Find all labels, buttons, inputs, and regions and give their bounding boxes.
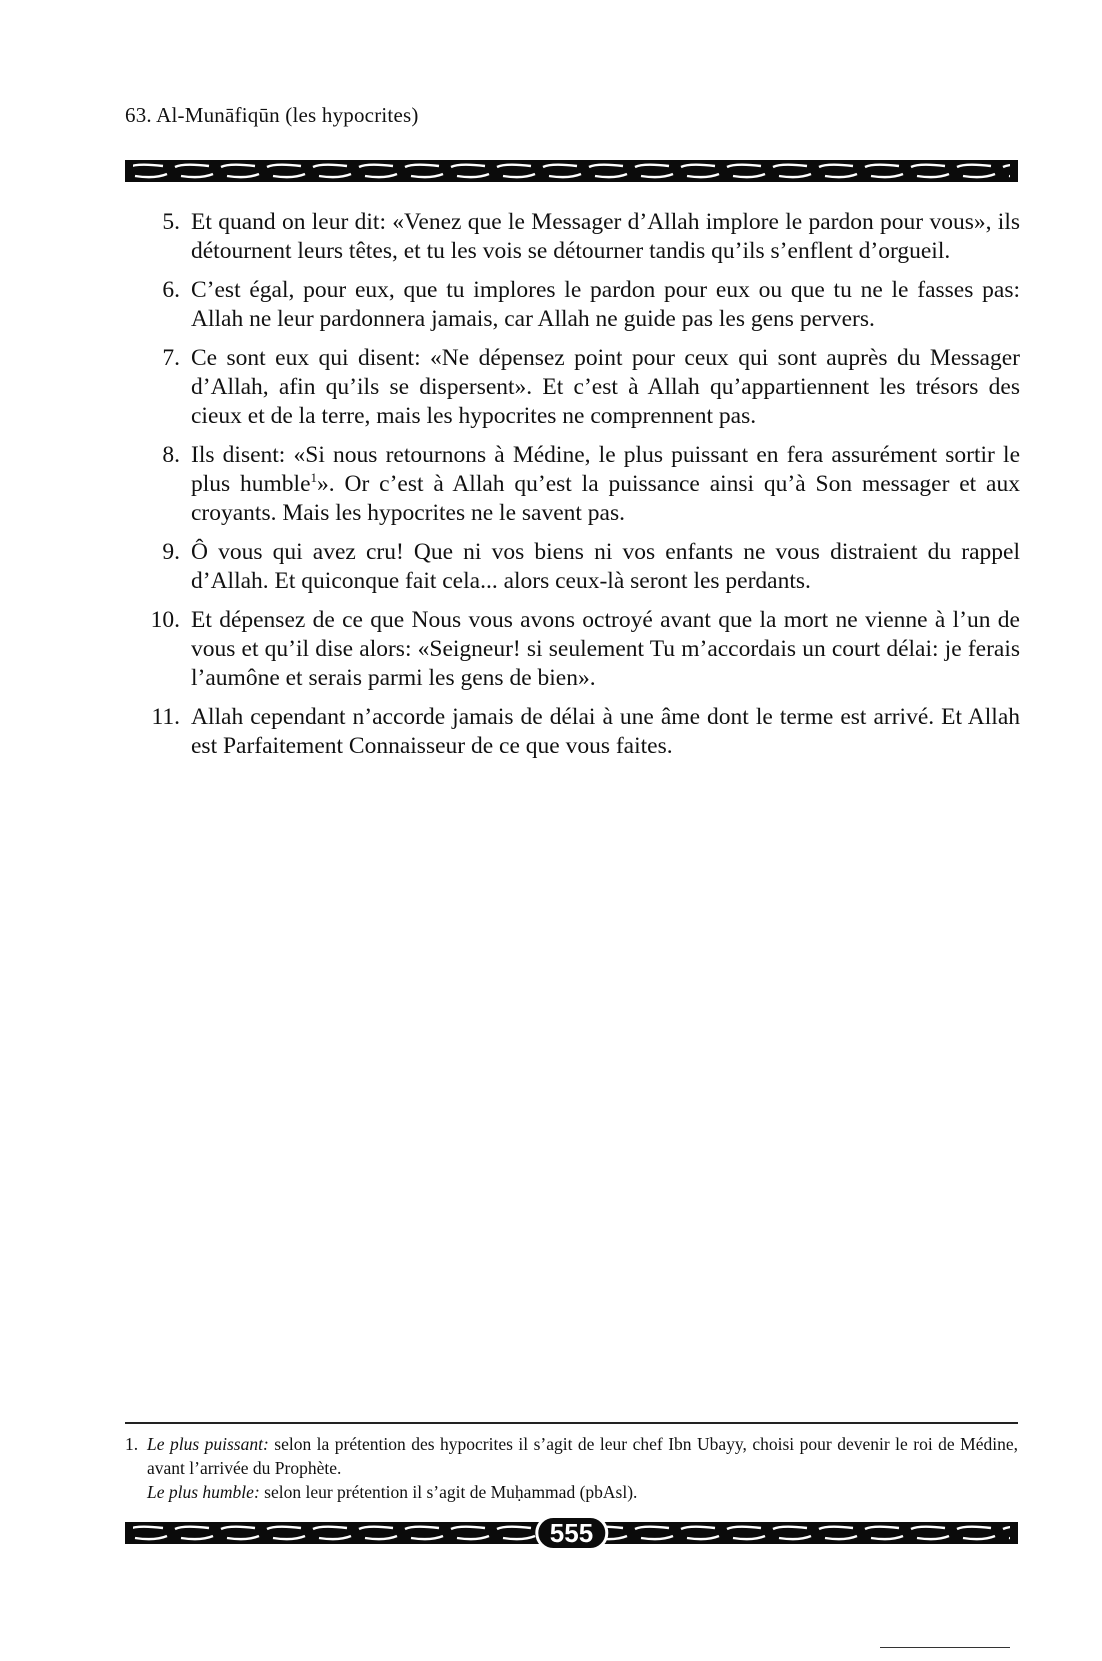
footnote-ref: 1 — [310, 470, 318, 486]
verse-text: Ce sont eux qui disent: «Ne dépensez point pour ceux qui sont auprès du Messager d’Allah, afin qu’ils se dispersent». Et c’est à Allah qu’appartiennent les trésors des cieux et de la terre, mais les hypocrites ne comprennent pas. — [191, 345, 1020, 429]
verse-list — [135, 208, 1020, 771]
verse-8 — [135, 441, 1020, 528]
footnote-term: Le plus puissant: — [147, 1434, 269, 1454]
footnote — [125, 1432, 1018, 1504]
verse-number: 10. — [150, 607, 180, 633]
verse-number: 8. — [162, 442, 180, 468]
verse-text-part: Ils disent: «Si nous retournons à Médine, le plus puissant en fera assurément sortir le plus humble — [191, 442, 1020, 497]
verse-text: C’est égal, pour eux, que tu implores le pardon pour eux ou que tu ne le fasses pas: Allah ne leur pardonnera jamais, car Allah ne guide pas les gens pervers. — [191, 277, 1020, 332]
chain-ornament-top — [125, 160, 1018, 182]
verse-text: Allah cependant n’accorde jamais de délai à une âme dont le terme est arrivé. Et Allah est Parfaitement Connaisseur de ce que vous faites. — [191, 704, 1020, 759]
bottom-ornament-band — [125, 1518, 1018, 1548]
footnote-second-entry — [125, 1480, 1018, 1504]
footnote-row — [125, 1432, 1018, 1480]
verse-text — [180, 441, 1020, 528]
footnote-body — [147, 1432, 1018, 1480]
footnote-number: 1. — [125, 1434, 139, 1454]
verse-number: 7. — [162, 345, 180, 371]
verse-6 — [135, 276, 1020, 334]
footnote-divider — [125, 1422, 1018, 1424]
verse-9 — [135, 538, 1020, 596]
verse-text: Et dépensez de ce que Nous vous avons octroyé avant que la mort ne vienne à l’un de vous et qu’il dise alors: «Seigneur! si seulement Tu m’accordais un court délai: je ferais l’aumône et serais parmi les gens de bien». — [191, 607, 1020, 691]
verse-number: 5. — [162, 209, 180, 235]
footnote-text: selon leur prétention il s’agit de Muḥammad (pbAsl). — [259, 1482, 638, 1502]
verse-number: 6. — [162, 277, 180, 303]
running-header: 63. Al-Munāfiqūn (les hypocrites) — [125, 103, 419, 127]
verse-11 — [135, 703, 1020, 761]
scan-edge-mark — [880, 1647, 1010, 1648]
footnote-text: selon la prétention des hypocrites il s’agit de leur chef Ibn Ubayy, choisi pour devenir le roi de Médine, avant l’arrivée du Prophète. — [147, 1434, 1018, 1478]
verse-number: 11. — [151, 704, 180, 730]
page-number: 555 — [535, 1515, 608, 1551]
verse-text: Ô vous qui avez cru! Que ni vos biens ni vos enfants ne vous distraient du rappel d’Allah. Et quiconque fait cela... alors ceux-là seront les perdants. — [191, 539, 1020, 594]
top-ornament-band — [125, 160, 1018, 182]
verse-5 — [135, 208, 1020, 266]
verse-number: 9. — [162, 539, 180, 565]
verse-text-part: ». Or c’est à Allah qu’est la puissance ainsi qu’à Son messager et aux croyants. Mais les hypocrites ne le savent pas. — [191, 471, 1020, 526]
verse-10 — [135, 606, 1020, 693]
verse-text: Et quand on leur dit: «Venez que le Messager d’Allah implore le pardon pour vous», ils détournent leurs têtes, et tu les vois se détourner tandis qu’ils s’enflent d’orgueil. — [191, 209, 1020, 264]
verse-7 — [135, 344, 1020, 431]
footnote-term: Le plus humble: — [147, 1482, 260, 1502]
